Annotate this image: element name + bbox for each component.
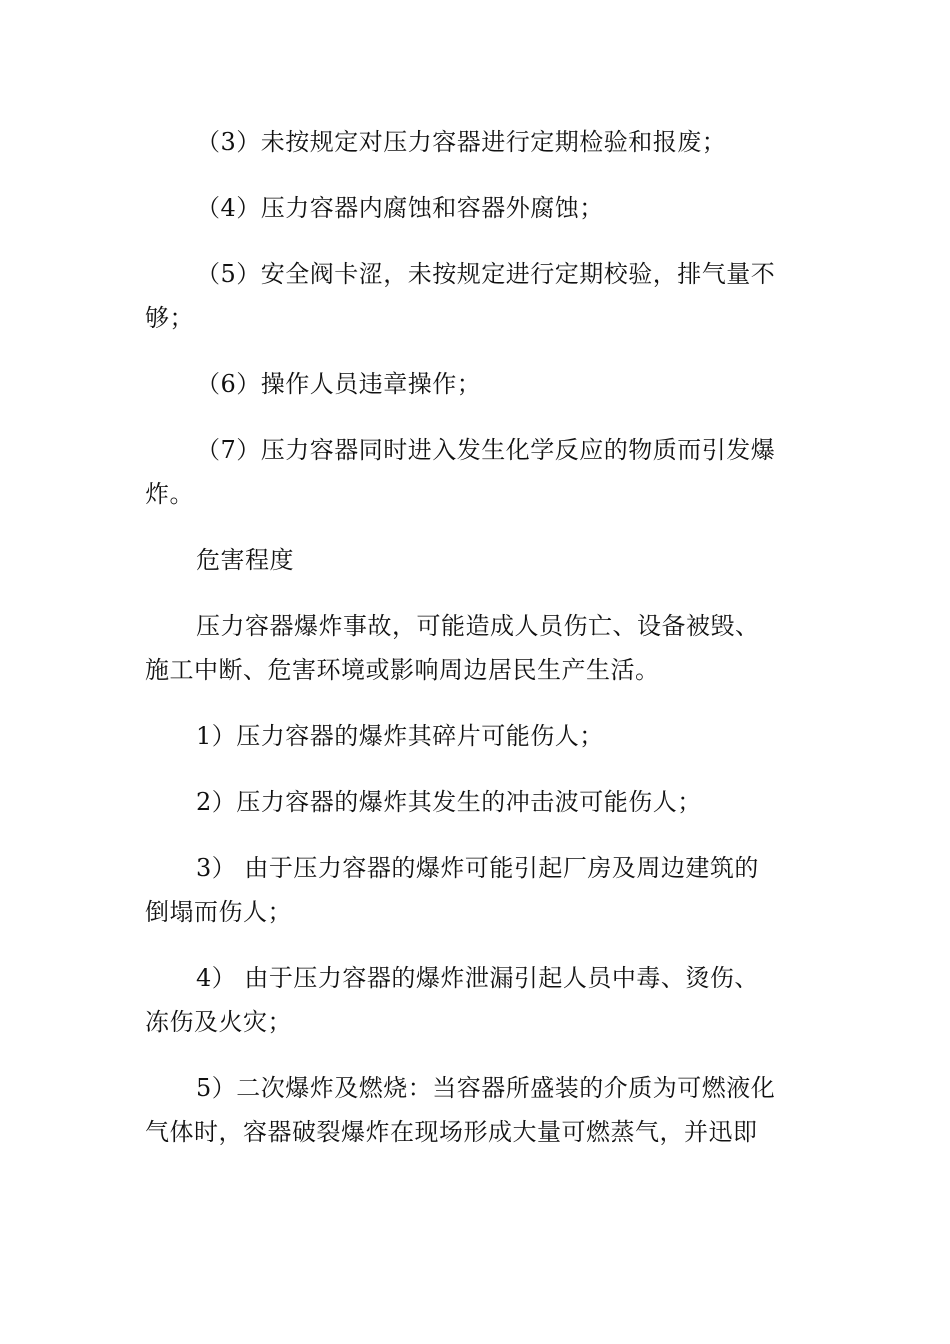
text-line-hazard1: 1）压力容器的爆炸其碎片可能伤人；: [196, 722, 604, 750]
text-line-item5-cont: 够；: [145, 304, 194, 332]
text-line-hazard5: 5）二次爆炸及燃烧：当容器所盛装的介质为可燃液化: [196, 1074, 776, 1102]
text-line-paragraph: 压力容器爆炸事故，可能造成人员伤亡、设备被毁、: [196, 612, 760, 640]
text-line-hazard3-cont: 倒塌而伤人；: [145, 898, 292, 926]
text-line-item7-cont: 炸。: [145, 480, 194, 508]
text-line-item5: （5）安全阀卡涩，未按规定进行定期校验，排气量不: [196, 260, 776, 288]
text-line-item3: （3）未按规定对压力容器进行定期检验和报废；: [196, 128, 727, 156]
text-line-item7: （7）压力容器同时进入发生化学反应的物质而引发爆: [196, 436, 776, 464]
section-heading: 危害程度: [196, 546, 294, 574]
text-line-hazard5-cont: 气体时，容器破裂爆炸在现场形成大量可燃蒸气，并迅即: [145, 1118, 758, 1146]
text-line-item4: （4）压力容器内腐蚀和容器外腐蚀；: [196, 194, 604, 222]
text-line-paragraph-cont: 施工中断、危害环境或影响周边居民生产生活。: [145, 656, 660, 684]
text-line-hazard2: 2）压力容器的爆炸其发生的冲击波可能伤人；: [196, 788, 702, 816]
text-line-hazard3: 3） 由于压力容器的爆炸可能引起厂房及周边建筑的: [196, 854, 759, 882]
text-line-hazard4: 4） 由于压力容器的爆炸泄漏引起人员中毒、烫伤、: [196, 964, 759, 992]
text-line-hazard4-cont: 冻伤及火灾；: [145, 1008, 292, 1036]
text-line-item6: （6）操作人员违章操作；: [196, 370, 482, 398]
